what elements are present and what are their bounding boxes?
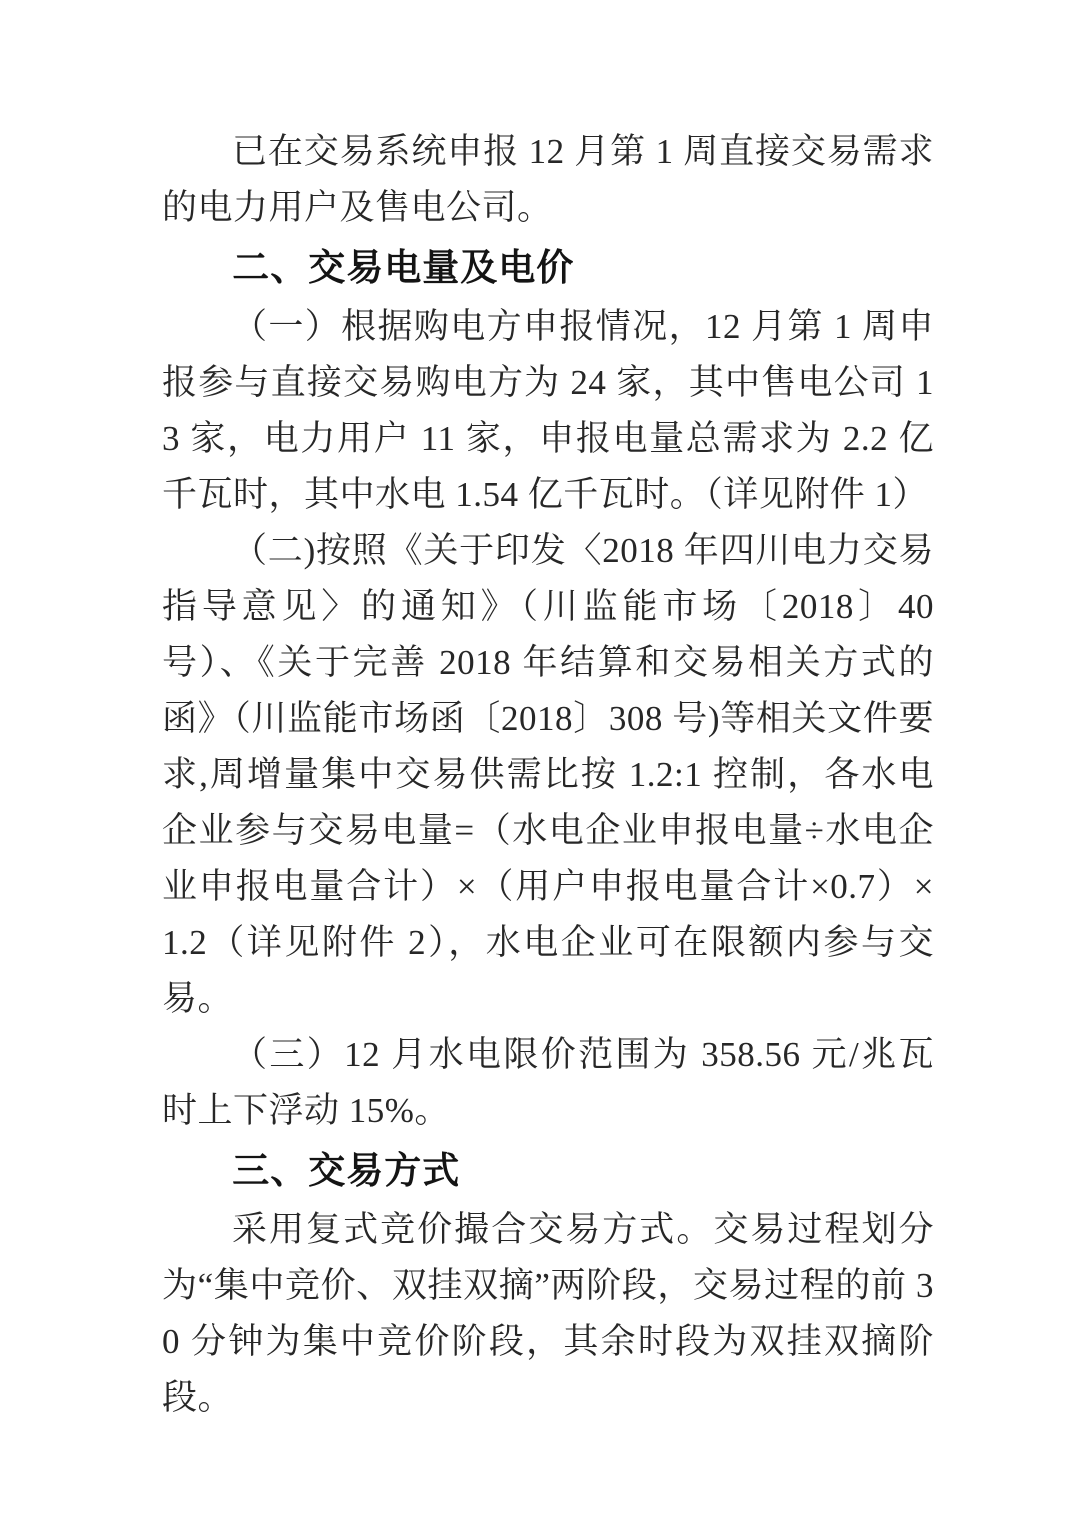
clause-1-paragraph: （一）根据购电方申报情况，12 月第 1 周申报参与直接交易购电方为 24 家，其中售电公司 13 家，电力用户 11 家，申报电量总需求为 2.2 亿千瓦时，其中水电 1.54 亿千瓦时。（详见附件 1） <box>162 307 934 514</box>
section-3-heading: 三、交易方式 <box>232 1150 461 1191</box>
clause-2-paragraph: （二)按照《关于印发〈2018 年四川电力交易指导意见〉的通知》（川监能市场〔2018〕40 号）、《关于完善 2018 年结算和交易相关方式的函》（川监能市场函〔2018〕308 号)等相关文件要求,周增量集中交易供需比按 1.2:1 控制，各水电企业参与交易电量=（水电企业申报电量÷水电企业申报电量合计）×（用户申报电量合计×0.7）×1.2（详见附件 2），水电企业可在限额内参与交易。 <box>162 531 934 1018</box>
trade-method-paragraph: 采用复式竞价撮合交易方式。交易过程划分为“集中竞价、双挂双摘”两阶段，交易过程的前 30 分钟为集中竞价阶段，其余时段为双挂双摘阶段。 <box>162 1210 934 1417</box>
section-2-heading: 二、交易电量及电价 <box>232 247 575 288</box>
document-text-column <box>162 124 934 1426</box>
clause-3-paragraph: （三）12 月水电限价范围为 358.56 元/兆瓦时上下浮动 15%。 <box>162 1035 934 1130</box>
intro-paragraph: 已在交易系统申报 12 月第 1 周直接交易需求的电力用户及售电公司。 <box>162 132 934 227</box>
